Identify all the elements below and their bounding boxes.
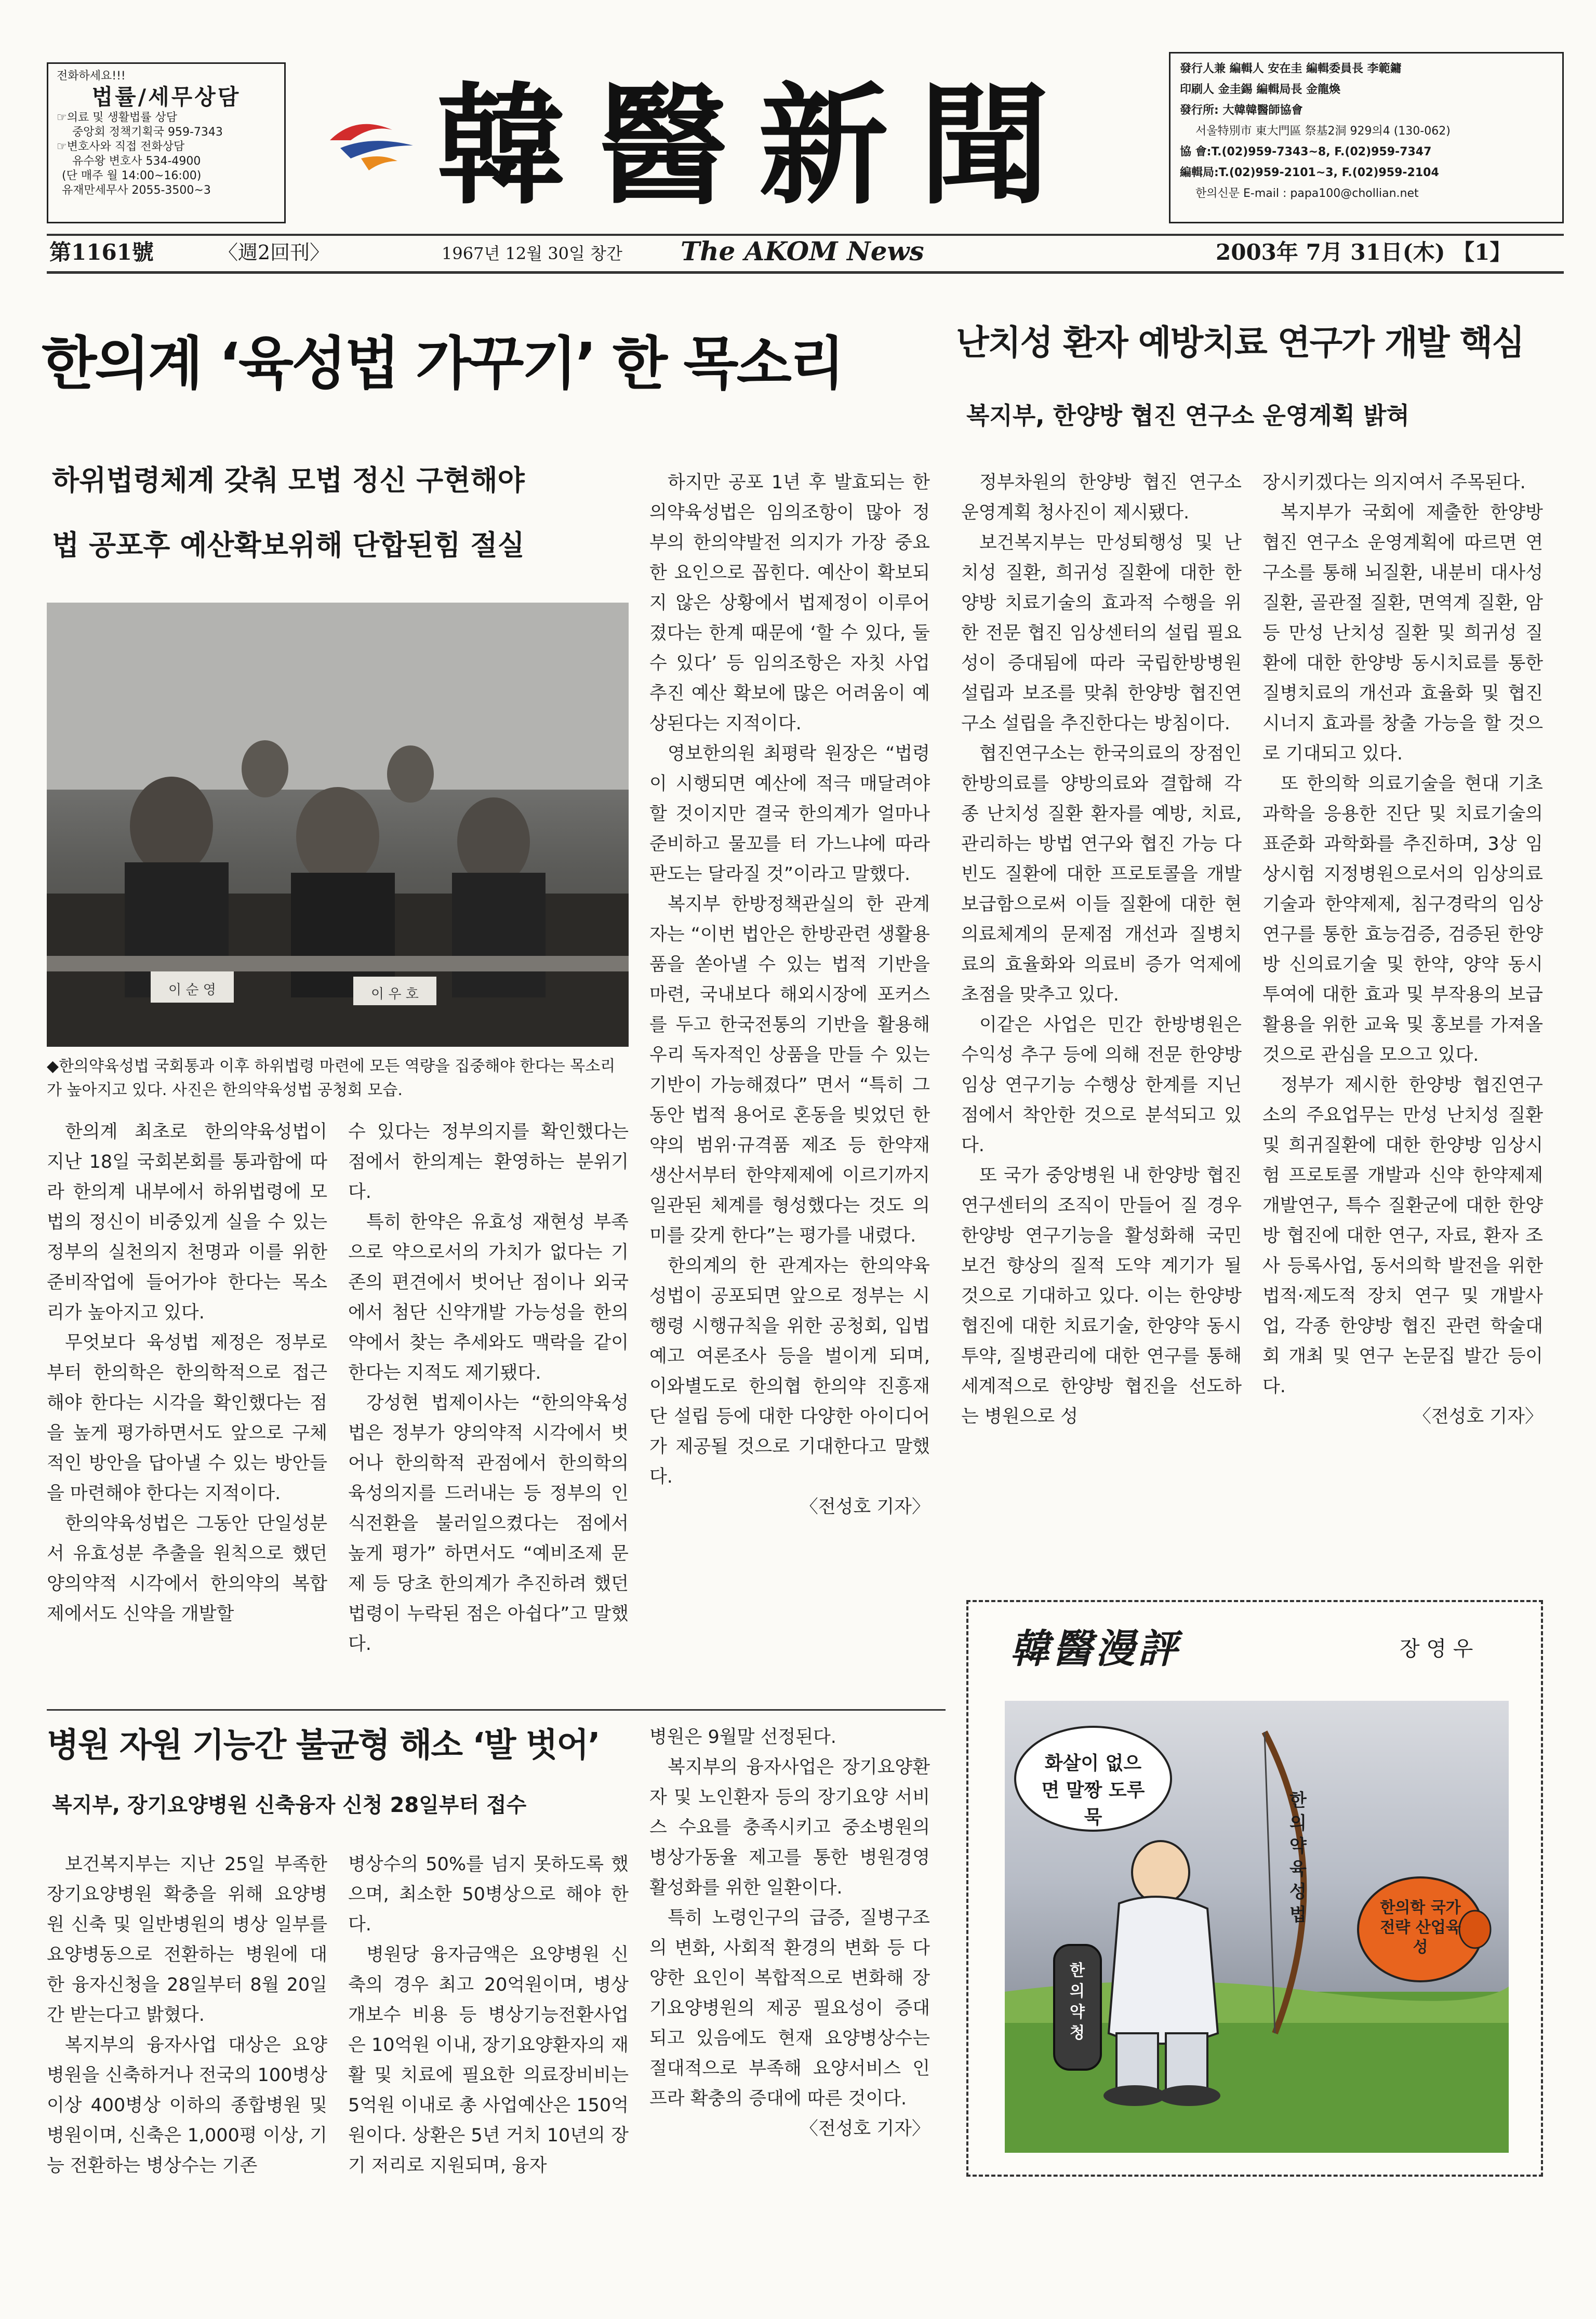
- publisher-line: 印刷人 金圭錫 編輯局長 金龍煥: [1180, 83, 1340, 96]
- ad-line: 전화하세요!!!: [57, 70, 126, 83]
- paragraph: 협진연구소는 한국의료의 장점인 한방의료를 양방의료와 결합해 각종 난치성 질환 환자를 예방, 치료, 관리하는 방법 연구와 협진 가능 다빈도 질환에 대한 프로토콜을 개발 보급함으로써 이들 질환에 대한 현 의료체계의 문제점 개선과 질병치료의 효율화와 의료비 증가 억제에 초점을 맞추고 있다.: [961, 743, 1242, 1005]
- cartoon-title: 韓醫漫評: [1010, 1625, 1180, 1672]
- ad-line: 유수왕 변호사 534-4900: [72, 155, 201, 168]
- paragraph: 한의계의 한 관계자는 한의약육성법이 공포되면 앞으로 정부는 시행령 시행규칙을 위한 공청회, 입법예고 여론조사 등을 벌이게 되며, 이와별도로 한의협 한의약 진흥재단 설립 등에 대한 다양한 아이디어가 제공될 것으로 기대한다고 말했다.: [649, 1256, 930, 1487]
- nameplate: 이 우 호: [371, 987, 419, 1002]
- ad-line: ☞의료 및 생활법률 상담: [57, 111, 177, 124]
- paragraph: 복지부의 융자사업은 장기요양환자 및 노인환자 등의 장기요양 서비스 수요를 충족시키고 중소병원의 병상가동율 제고를 통한 병원경영 활성화를 위한 일환이다.: [649, 1757, 930, 1898]
- publisher-line: 發行所: 大韓韓醫師協會: [1180, 104, 1303, 117]
- article3-column: [47, 1849, 327, 2181]
- article1-column: [348, 1117, 629, 1659]
- paragraph: 복지부 한방정책관실의 한 관계자는 “이번 법안은 한방관련 생활용품을 쏟아낼 수 있는 법적 기반을 마련, 국내보다 해외시장에 포커스를 두고 한국전통의 기반을 활용해 우리 독자적인 상품을 만들 수 있는 기반이 가능해졌다” 면서 “특히 그동안 법적 용어로 혼동을 빚었던 한약의 범위·규격품 제조 등 한약재 생산서부터 한약제제에 이르기까지 일관된 체계를 형성했다는 것도 의미를 갖게 한다”는 평가를 내렸다.: [649, 894, 930, 1246]
- founded-date: 1967년 12월 30일 창간: [442, 244, 622, 263]
- article1-column: [649, 468, 930, 1522]
- article1-column: [47, 1117, 327, 1629]
- hearing-photo: [47, 603, 629, 1047]
- paragraph: 수 있다는 정부의지를 확인했다는 점에서 한의계는 환영하는 분위기다.: [348, 1122, 629, 1203]
- publisher-line: 編輯局:T.(02)959-2101~3, F.(02)959-2104: [1180, 166, 1439, 179]
- paragraph: 복지부가 국회에 제출한 한양방 협진 연구소 운영계획에 따르면 연구소를 통해 뇌질환, 내분비 대사성 질환, 골관절 질환, 면역계 질환, 암 등 만성 난치성 질환 및 희귀성 질환에 대한 한양방 동시치료를 통한 질병치료의 개선과 효율화 및 협진 시너지 효과를 창출 가능을 할 것으로 기대되고 있다.: [1262, 502, 1543, 764]
- paragraph: 또 국가 중앙병원 내 한양방 협진 연구센터의 조직이 만들어 질 경우 한양방 연구기능을 활성화해 국민보건 향상의 질적 도약 계기가 될 것으로 기대하고 있다. 이는 한양방 협진에 대한 치료기술, 한양약 동시 투약, 질병관리에 대한 연구를 통해 세계적으로 한양방 협진을 선도하는 병원으로 성: [961, 1165, 1242, 1427]
- akom-logo-icon: [320, 109, 423, 177]
- publisher-line: 發行人兼 編輯人 安在圭 編輯委員長 李範鏞: [1180, 62, 1402, 75]
- paragraph: 이같은 사업은 민간 한방병원은 수익성 추구 등에 의해 전문 한양방 임상 연구기능 수행상 한계를 지닌 점에서 착안한 것으로 분석되고 있다.: [961, 1015, 1242, 1156]
- byline: 〈전성호 기자〉: [800, 1497, 930, 1517]
- article1-headline: 한의계 ‘육성법 가꾸기’ 한 목소리: [42, 330, 843, 397]
- paragraph: 특히 노령인구의 급증, 질병구조의 변화, 사회적 환경의 변화 등 다양한 요인이 복합적으로 변화해 장기요양병원의 제공 필요성이 증대되고 있음에도 현재 요양병상수는 절대적으로 부족해 요양서비스 인프라 확충의 증대에 따른 것이다.: [649, 1908, 930, 2109]
- paragraph: 보건복지부는 만성퇴행성 및 난치성 질환, 희귀성 질환에 대한 한양방 치료기술의 효과적 수행을 위한 전문 협진 임상센터의 설립 필요성이 증대됨에 따라 국립한방병원 설립과 보조를 맞춰 한양방 협진연구소 설립을 추진한다는 방침이다.: [961, 532, 1242, 734]
- legal-consult-ad-box: [47, 62, 286, 223]
- paragraph: 병상수의 50%를 넘지 못하도록 했으며, 최소한 50병상으로 해야 한다.: [348, 1854, 629, 1935]
- ad-line: 중앙회 정책기획국 959-7343: [72, 126, 223, 139]
- paragraph: 병원은 9월말 선정된다.: [649, 1727, 836, 1748]
- ad-line: 유재만세무사 2055-3500~3: [62, 184, 211, 197]
- article2-headline: 난치성 환자 예방치료 연구가 개발 핵심: [956, 323, 1524, 363]
- paragraph: 또 한의학 의료기술을 현대 기초과학을 응용한 진단 및 치료기술의 표준화 과학화를 추진하며, 3상 임상시험 지정병원으로서의 임상의료기술과 한약제제, 침구경락의 임상연구를 통한 효능검증, 검증된 한양방 신의료기술 및 한약, 양약 동시투여에 대한 효과 및 부작용의 보급 활용을 위한 교육 및 홍보를 가져올 것으로 관심을 모으고 있다.: [1262, 774, 1543, 1065]
- article3-column: [348, 1849, 629, 2181]
- paragraph: 병원당 융자금액은 요양병원 신축의 경우 최고 20억원이며, 병상 개보수 비용 등 병상기능전환사업은 10억원 이내, 장기요양환자의 재활 및 치료에 필요한 의료장비비는 5억원 이내로 총 사업예산은 150억원이다. 상환은 5년 거치 10년의 장기 저리로 지원되며, 융자: [348, 1944, 629, 2176]
- article2-subhead: 복지부, 한양방 협진 연구소 운영계획 밝혀: [966, 402, 1409, 430]
- paragraph: 복지부의 융자사업 대상은 요양병원을 신축하거나 전국의 100병상 이상 400병상 이하의 종합병원 및 병원이며, 신축은 1,000평 이상, 기능 전환하는 병상수는 기존: [47, 2035, 327, 2176]
- bow-label: 한의약 육성법: [1289, 1790, 1307, 1925]
- article1-subhead: 하위법령체계 갖춰 모법 정신 구현해야: [52, 464, 525, 497]
- ad-line: (단 매주 월 14:00~16:00): [62, 169, 202, 182]
- byline: 〈전성호 기자〉: [1413, 1406, 1543, 1427]
- article2-column: [961, 468, 1242, 1432]
- photo-caption: ◆한의약육성법 국회통과 이후 하위법령 마련에 모든 역량을 집중해야 한다는 목소리가 높아지고 있다. 사진은 한의약육성법 공청회 모습.: [47, 1057, 616, 1099]
- paragraph: 특히 한약은 유효성 재현성 부족으로 약으로서의 가치가 없다는 기존의 편견에서 벗어난 점이나 외국에서 첨단 신약개발 가능성을 한의약에서 찾는 추세와도 맥락을 같이 한다는 지적도 제기됐다.: [348, 1212, 629, 1383]
- paragraph: 무엇보다 육성법 제정은 정부로부터 한의학은 한의학적으로 접근해야 한다는 시각을 확인했다는 점을 높게 평가하면서도 앞으로 구체적인 방안을 답아낼 수 있는 방안들을 마련해야 한다는 지적이다.: [47, 1332, 327, 1504]
- ad-line: ☞변호사와 직접 전화상담: [57, 140, 185, 153]
- article1-subhead: 법 공포후 예산확보위해 단합된힘 절실: [52, 529, 525, 562]
- pig-label: 한의학 국가전략 산업육성: [1380, 1899, 1461, 1956]
- quiver-label: 한의약청: [1070, 1962, 1085, 2042]
- paragraph: 장시키겠다는 의지여서 주목된다.: [1262, 472, 1526, 493]
- paragraph: 하지만 공포 1년 후 발효되는 한의약육성법은 임의조항이 많아 정부의 한의약발전 의지가 가장 중요한 요인으로 꼽힌다. 예산이 확보되지 않은 상황에서 법제정이 이루어졌다는 한계 때문에 ‘할 수 있다, 둘 수 있다’ 등 임의조항은 자칫 사업추진 예산 확보에 많은 어려움이 예상된다는 지적이다.: [649, 472, 930, 734]
- paragraph: 정부가 제시한 한양방 협진연구소의 주요업무는 만성 난치성 질환 및 희귀질환에 대한 한양방 임상시험 프로토콜 개발과 신약 한약제제 개발연구, 특수 질환군에 대한 한양방 협진에 대한 연구, 자료, 환자 조사 등록사업, 동서의학 발전을 위한 법적·제도적 장치 연구 및 개발사업, 각종 한양방 협진 관련 학술대회 개최 및 연구 논문집 발간 등이다.: [1262, 1075, 1543, 1397]
- publisher-line: 協 會:T.(02)959-7343~8, F.(02)959-7347: [1180, 145, 1432, 158]
- issue-frequency: 〈週2回刊〉: [218, 241, 330, 264]
- publisher-line: 한의신문 E-mail : papa100@chollian.net: [1195, 187, 1419, 200]
- publisher-line: 서울特別市 東大門區 祭基2洞 929의4 (130-062): [1195, 125, 1451, 138]
- article3-headline: 병원 자원 기능간 불균형 해소 ‘발 벗어’: [47, 1726, 600, 1765]
- speech-bubble: 화살이 없으면 말짱 도루묵: [1041, 1753, 1145, 1828]
- paragraph: 보건복지부는 지난 25일 부족한 장기요양병원 확충을 위해 요양병원 신축 및 일반병원의 병상 일부를 요양병동으로 전환하는 병원에 대한 융자신청을 28일부터 8월 20일간 받는다고 밝혔다.: [47, 1854, 327, 2025]
- cartoon-author: 장 영 우: [1400, 1637, 1473, 1661]
- paragraph: 정부차원의 한양방 협진 연구소 운영계획 청사진이 제시됐다.: [961, 472, 1242, 523]
- publisher-info-box: [1169, 52, 1564, 223]
- byline: 〈전성호 기자〉: [800, 2118, 930, 2139]
- cartoon-panel: [1005, 1701, 1509, 2153]
- paragraph: 한의계 최초로 한의약육성법이 지난 18일 국회본회를 통과함에 따라 한의계 내부에서 하위법령에 모법의 정신이 비중있게 실을 수 있는 정부의 실천의지 천명과 이를 위한 준비작업에 들어가야 한다는 목소리가 높아지고 있다.: [47, 1122, 327, 1323]
- article2-column: [1262, 468, 1543, 1432]
- issue-number: 第1161號: [49, 239, 154, 265]
- paragraph: 한의약육성법은 그동안 단일성분서 유효성분 추출을 원칙으로 했던 양의약적 시각에서 한의약의 복합제에서도 신약을 개발할: [47, 1513, 327, 1624]
- masthead-title: 韓醫新聞: [436, 69, 1081, 222]
- paragraph: 강성현 법제이사는 “한의약육성법은 정부가 양의약적 시각에서 벗어나 한의학적 관점에서 한의학의 육성의지를 드러내는 등 정부의 인식전환을 불러일으켰다는 점에서 높게 평가” 하면서도 “예비조제 문제 등 당초 한의계가 추진하려 했던 법령이 누락된 점은 아쉽다”고 말했다.: [348, 1393, 629, 1655]
- ad-title: 법률/세무상담: [91, 84, 241, 110]
- cartoon-box: [966, 1600, 1543, 2177]
- nameplate: 이 순 영: [168, 982, 216, 998]
- issue-date: 2003年 7月 31日(木) 【1】: [1216, 239, 1512, 265]
- article3-column: [649, 1722, 930, 2144]
- english-title: The AKOM News: [681, 236, 924, 266]
- paragraph: 영보한의원 최평락 원장은 “법령이 시행되면 예산에 적극 매달려야 할 것이지만 결국 한의계가 얼마나 준비하고 물꼬를 터 가느냐에 따라 판도는 달라질 것”이라고 말했다.: [649, 743, 930, 885]
- masthead-bottom-rule: [47, 271, 1564, 274]
- section-divider: [47, 1709, 946, 1711]
- article3-subhead: 복지부, 장기요양병원 신축융자 신청 28일부터 접수: [52, 1793, 527, 1817]
